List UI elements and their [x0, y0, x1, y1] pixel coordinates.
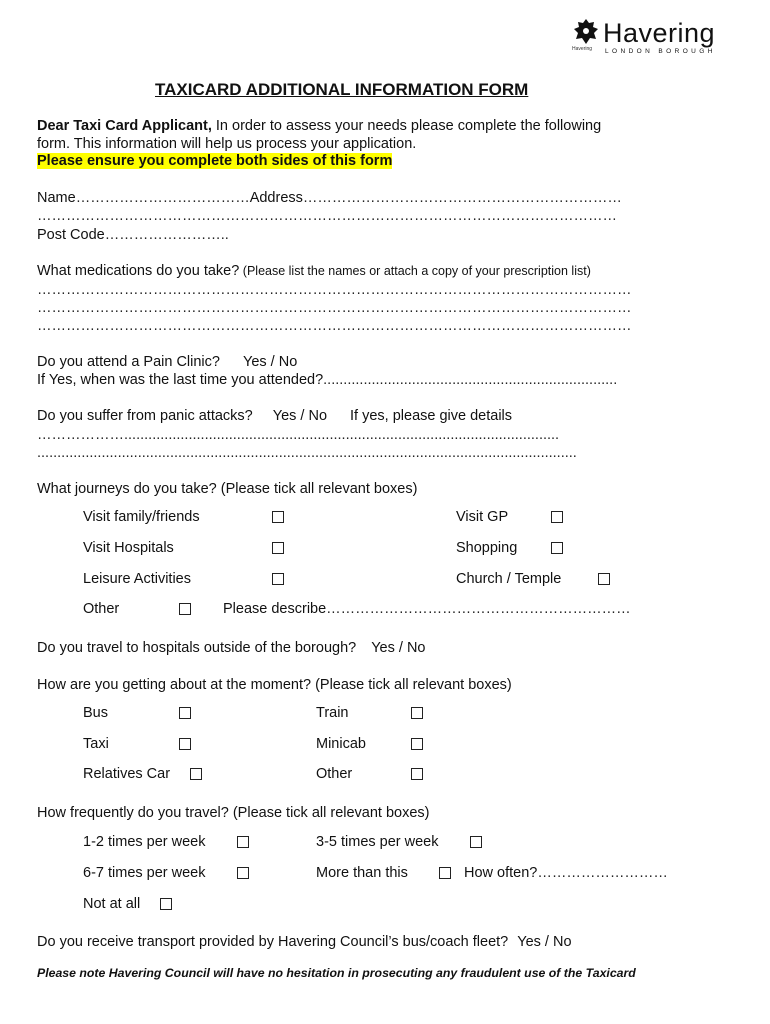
- journey-shopping-checkbox[interactable]: [551, 542, 563, 554]
- transport-train-checkbox[interactable]: [411, 707, 423, 719]
- journey-other: Other: [83, 601, 120, 617]
- medications-question: What medications do you take? (Please list the names or attach a copy of your prescription list): [37, 263, 591, 279]
- transport-relatives-car: Relatives Car: [83, 766, 171, 782]
- pain-clinic-followup: If Yes, when was the last time you attended?.........................................................................: [37, 372, 618, 388]
- transport-other: Other: [316, 766, 353, 782]
- address-field-line-2[interactable]: …………………………………………………………………………………………………………: [37, 208, 617, 224]
- panic-yes-no[interactable]: Yes / No: [272, 408, 328, 424]
- transport-taxi: Taxi: [83, 736, 109, 752]
- outside-borough-yes-no[interactable]: Yes / No: [371, 640, 426, 656]
- frequency-3-5: 3-5 times per week: [316, 834, 439, 850]
- address-label: Address: [249, 190, 303, 206]
- crest-icon: [572, 17, 600, 49]
- postcode-label: Post Code: [37, 227, 105, 243]
- transport-taxi-checkbox[interactable]: [179, 738, 191, 750]
- journey-church-temple: Church / Temple: [456, 571, 562, 587]
- journey-visit-gp-checkbox[interactable]: [551, 511, 563, 523]
- name-field[interactable]: ………………………………: [75, 190, 250, 206]
- frequency-more-checkbox[interactable]: [439, 867, 451, 879]
- frequency-how-often: How often?………………………: [464, 865, 668, 881]
- journey-describe: Please describe………………………………………………………: [223, 601, 631, 617]
- highlight-notice: Please ensure you complete both sides of this form: [37, 153, 393, 169]
- council-transport-yes-no[interactable]: Yes / No: [517, 934, 572, 950]
- journey-visit-hospitals: Visit Hospitals: [83, 540, 174, 556]
- frequency-1-2: 1-2 times per week: [83, 834, 206, 850]
- intro-line-1: Dear Taxi Card Applicant, In order to assess your needs please complete the following: [37, 118, 602, 134]
- journey-shopping: Shopping: [456, 540, 518, 556]
- journey-describe-field[interactable]: ………………………………………………………: [326, 601, 631, 617]
- frequency-6-7-checkbox[interactable]: [237, 867, 249, 879]
- journey-visit-hospitals-checkbox[interactable]: [272, 542, 284, 554]
- transport-bus: Bus: [83, 705, 108, 721]
- form-title: TAXICARD ADDITIONAL INFORMATION FORM: [155, 80, 529, 99]
- frequency-6-7: 6-7 times per week: [83, 865, 206, 881]
- medications-line-2[interactable]: ……………………………………………………………………………………………………………: [37, 300, 632, 316]
- postcode-field[interactable]: ……………………..: [104, 227, 229, 243]
- journey-leisure-checkbox[interactable]: [272, 573, 284, 585]
- transport-relatives-car-checkbox[interactable]: [190, 768, 202, 780]
- frequency-question: How frequently do you travel? (Please tick all relevant boxes): [37, 805, 430, 821]
- journey-other-checkbox[interactable]: [179, 603, 191, 615]
- logo-subtitle: LONDON BOROUGH: [605, 48, 716, 55]
- medications-line-1[interactable]: ……………………………………………………………………………………………………………: [37, 282, 632, 298]
- council-transport-question: Do you receive transport provided by Havering Council’s bus/coach fleet? Yes / No: [37, 934, 572, 950]
- frequency-more: More than this: [316, 865, 408, 881]
- pain-clinic-last-visit-field[interactable]: .........................................................................: [323, 372, 618, 388]
- transport-bus-checkbox[interactable]: [179, 707, 191, 719]
- journey-visit-family: Visit family/friends: [83, 509, 200, 525]
- journeys-question: What journeys do you take? (Please tick all relevant boxes): [37, 481, 418, 497]
- transport-train: Train: [316, 705, 349, 721]
- pain-clinic-yes-no[interactable]: Yes / No: [242, 354, 298, 370]
- intro-line-2: form. This information will help us process your application.: [37, 136, 417, 152]
- name-label: Name: [37, 190, 76, 206]
- journey-leisure: Leisure Activities: [83, 571, 191, 587]
- frequency-not-at-all-checkbox[interactable]: [160, 898, 172, 910]
- getting-about-question: How are you getting about at the moment? (Please tick all relevant boxes): [37, 677, 512, 693]
- outside-borough-question: Do you travel to hospitals outside of the borough? Yes / No: [37, 640, 426, 656]
- transport-minicab-checkbox[interactable]: [411, 738, 423, 750]
- frequency-1-2-checkbox[interactable]: [237, 836, 249, 848]
- address-field[interactable]: …………………………………………………………: [302, 190, 622, 206]
- fraud-warning: Please note Havering Council will have no hesitation in prosecuting any fraudulent use of the Taxicard: [37, 966, 636, 980]
- name-address-row: [37, 190, 622, 206]
- intro-greeting: Dear Taxi Card Applicant,: [37, 118, 212, 134]
- frequency-3-5-checkbox[interactable]: [470, 836, 482, 848]
- frequency-not-at-all: Not at all: [83, 896, 141, 912]
- logo-wordmark: Havering: [603, 18, 716, 48]
- transport-other-checkbox[interactable]: [411, 768, 423, 780]
- crest-caption: Havering: [572, 46, 593, 52]
- journey-church-temple-checkbox[interactable]: [598, 573, 610, 585]
- frequency-how-often-field[interactable]: ………………………: [537, 865, 668, 881]
- panic-details-line-1[interactable]: ………………............................................................................................................: [37, 427, 560, 443]
- journey-visit-family-checkbox[interactable]: [272, 511, 284, 523]
- pain-clinic-question: Do you attend a Pain Clinic? Yes / No: [37, 354, 298, 370]
- medications-line-3[interactable]: ……………………………………………………………………………………………………………: [37, 318, 632, 334]
- panic-question: Do you suffer from panic attacks? Yes / No If yes, please give details: [37, 408, 513, 424]
- panic-details-line-2[interactable]: ......................................................................................................................................: [37, 445, 577, 461]
- transport-minicab: Minicab: [316, 736, 366, 752]
- postcode-row: [37, 227, 229, 243]
- journey-visit-gp: Visit GP: [456, 509, 509, 525]
